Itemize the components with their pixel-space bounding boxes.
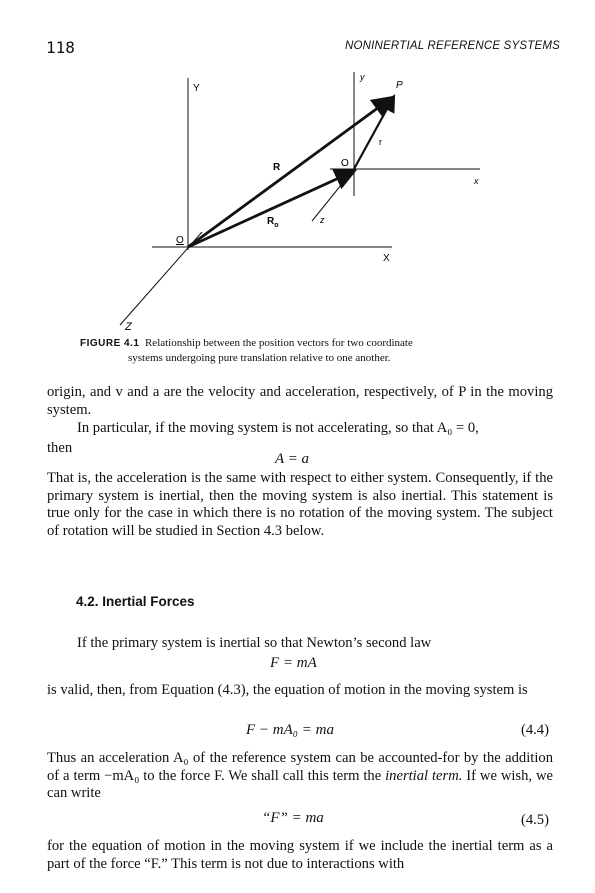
paragraph-2: In particular, if the moving system is not accelerating, so that A₀ = 0, [77,420,479,436]
equation-F-equals-mA: F = mA [270,655,317,671]
paragraph-4: If the primary system is inertial so that Newton’s second law [77,635,432,651]
label-x-moving: x [474,176,479,186]
label-Y: Y [193,83,200,94]
caption-lead: FIGURE 4.1 [80,338,140,349]
label-y-moving: y [360,72,365,82]
equation-4-5: “F” = ma [262,810,324,826]
paragraph-3: That is, the acceleration is the same with respect to either system. Consequently, if the primary system is inertial, then the moving system is also inertial. This statement is true only for the case in which there is no rotation of the moving system. The subject of rotation will be studied in Section 4.3 below. [47,470,553,539]
label-P: P [396,80,403,91]
paragraph-7: for the equation of motion in the moving system if we include the inertial term as a part of the force “F.” This term is not due to interactions with [47,838,553,872]
equation-A-equals-a: A = a [275,451,310,467]
page-number: 118 [46,38,75,57]
vector-R [188,99,390,247]
paragraph-6-a: Thus an acceleration A₀ of the reference system can be accounted-for by the addition of a term −mA₀ to the force F. We shall call this term the [47,750,553,784]
label-R: R [273,162,281,173]
figure-caption [80,336,520,366]
equation-4-4: F − mA₀ = ma [246,722,334,738]
paragraph-6-b: If we wish, we can write [47,767,553,802]
label-R0: $R_o$ [267,216,279,229]
moving-z-axis [312,169,354,221]
paragraph-1: origin, and v and a are the velocity and acceleration, respectively, of P in the moving system. [47,384,553,418]
figure-4-1-diagram [110,64,530,334]
label-z-moving: z [320,215,325,225]
label-r: r [379,137,382,147]
paragraph-5: is valid, then, from Equation (4.3), the equation of motion in the moving system is [47,682,528,698]
equation-4-4-number: (4.4) [521,722,549,738]
paragraph-2-then: then [47,440,73,456]
paragraph-6 [47,750,553,803]
equation-4-5-number: (4.5) [521,812,549,828]
running-title: NONINERTIAL REFERENCE SYSTEMS [345,40,560,52]
label-X: X [383,253,390,264]
caption-text-2: systems undergoing pure translation relative to one another. [128,352,391,364]
label-O-moving: O [341,158,349,169]
paragraph-6-emphasis: inertial term. [385,767,463,784]
label-O-primary: O [176,235,184,246]
section-heading: 4.2. Inertial Forces [76,594,195,609]
vector-r [354,98,393,169]
label-Z: Z [125,321,132,333]
vector-R0 [188,172,352,247]
caption-text-1: Relationship between the position vectors for two coordinate [144,337,413,349]
